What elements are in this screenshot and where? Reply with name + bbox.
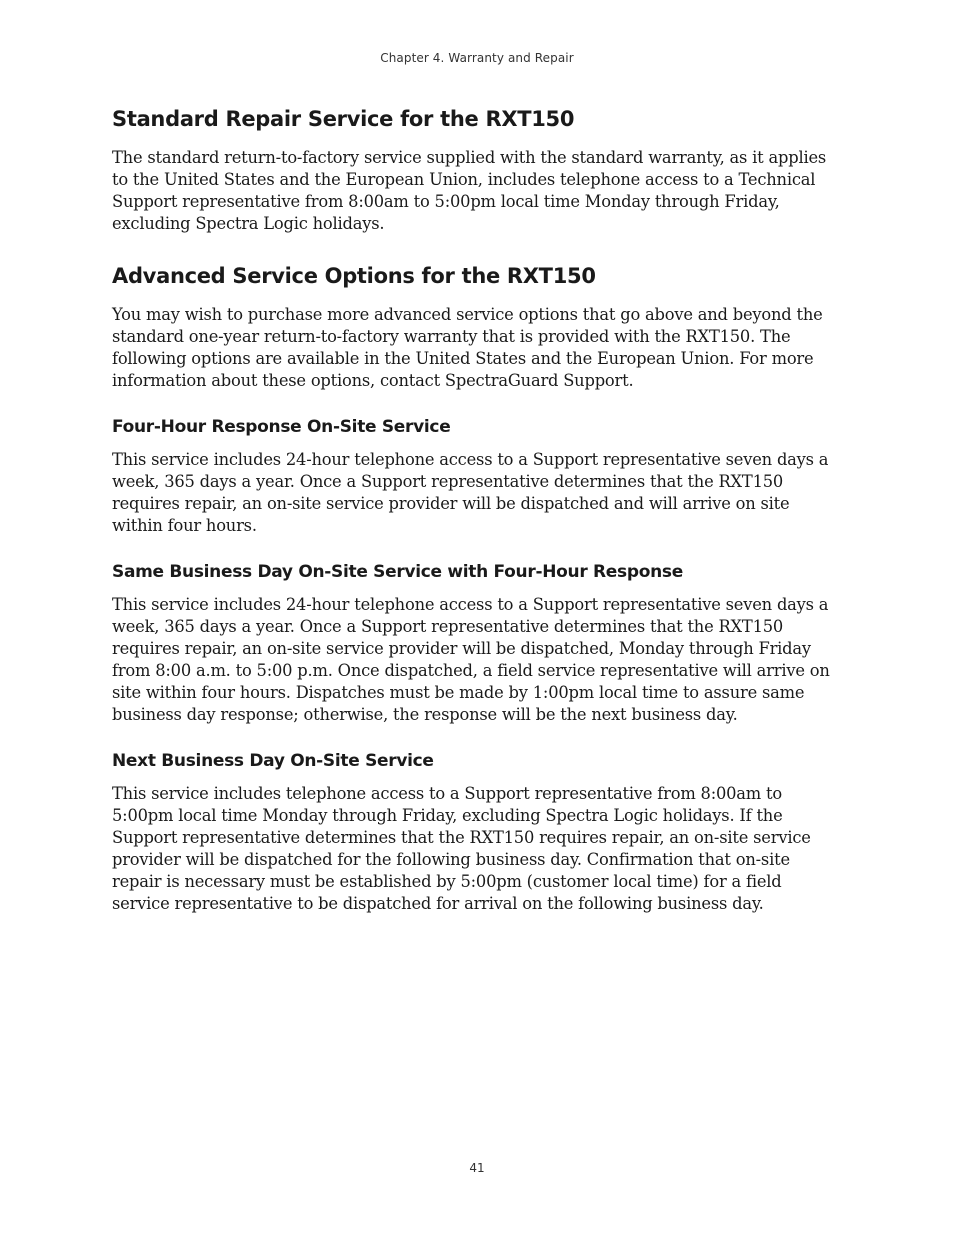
advanced-service-paragraph: You may wish to purchase more advanced service options that go above and beyond the standard one-year return-to-factory warranty that is provided with the RXT150. The following options are available in the United States and the European Union. For more information about these options, contact SpectraGuard Support.: [112, 305, 823, 390]
running-header: Chapter 4. Warranty and Repair: [380, 51, 574, 65]
spacer: [112, 235, 840, 261]
page-content: [112, 104, 840, 915]
four-hour-paragraph: This service includes 24-hour telephone access to a Support representative seven days a week, 365 days a year. Once a Support representative determines that the RXT150 requires repair, an on-site service provider will be dispatched and will arrive on site within four hours.: [112, 450, 829, 535]
same-day-paragraph: This service includes 24-hour telephone access to a Support representative seven days a week, 365 days a year. Once a Support representative determines that the RXT150 requires repair, an on-site service provider will be dispatched, Monday through Friday from 8:00 a.m. to 5:00 p.m. Once dispatched, a field service representative will arrive on site within four hours. Dispatches must be made by 1:00pm local time to assure same business day response; otherwise, the response will be the next business day.: [112, 595, 830, 724]
next-day-paragraph: This service includes telephone access to a Support representative from 8:00am to 5:00pm local time Monday through Friday, excluding Spectra Logic holidays. If the Support representative determines that the RXT150 requires repair, an on-site service provider will be dispatched for the following business day. Confirmation that on-site repair is necessary must be established by 5:00pm (customer local time) for a field service representative to be dispatched for arrival on the following business day.: [112, 784, 811, 913]
advanced-service-heading: Advanced Service Options for the RXT150: [112, 264, 596, 288]
page-number: 41: [469, 1161, 485, 1175]
standard-repair-heading: Standard Repair Service for the RXT150: [112, 107, 575, 131]
spacer: [112, 537, 840, 560]
spacer: [112, 726, 840, 749]
spacer: [112, 392, 840, 415]
four-hour-heading: Four-Hour Response On-Site Service: [112, 417, 451, 437]
standard-repair-paragraph: The standard return-to-factory service supplied with the standard warranty, as it applies to the United States and the European Union, includes telephone access to a Technical Support representative from 8:00am to 5:00pm local time Monday through Friday, excluding Spectra Logic holidays.: [112, 148, 827, 233]
next-day-heading: Next Business Day On-Site Service: [112, 751, 434, 771]
same-day-heading: Same Business Day On-Site Service with Four-Hour Response: [112, 562, 683, 582]
